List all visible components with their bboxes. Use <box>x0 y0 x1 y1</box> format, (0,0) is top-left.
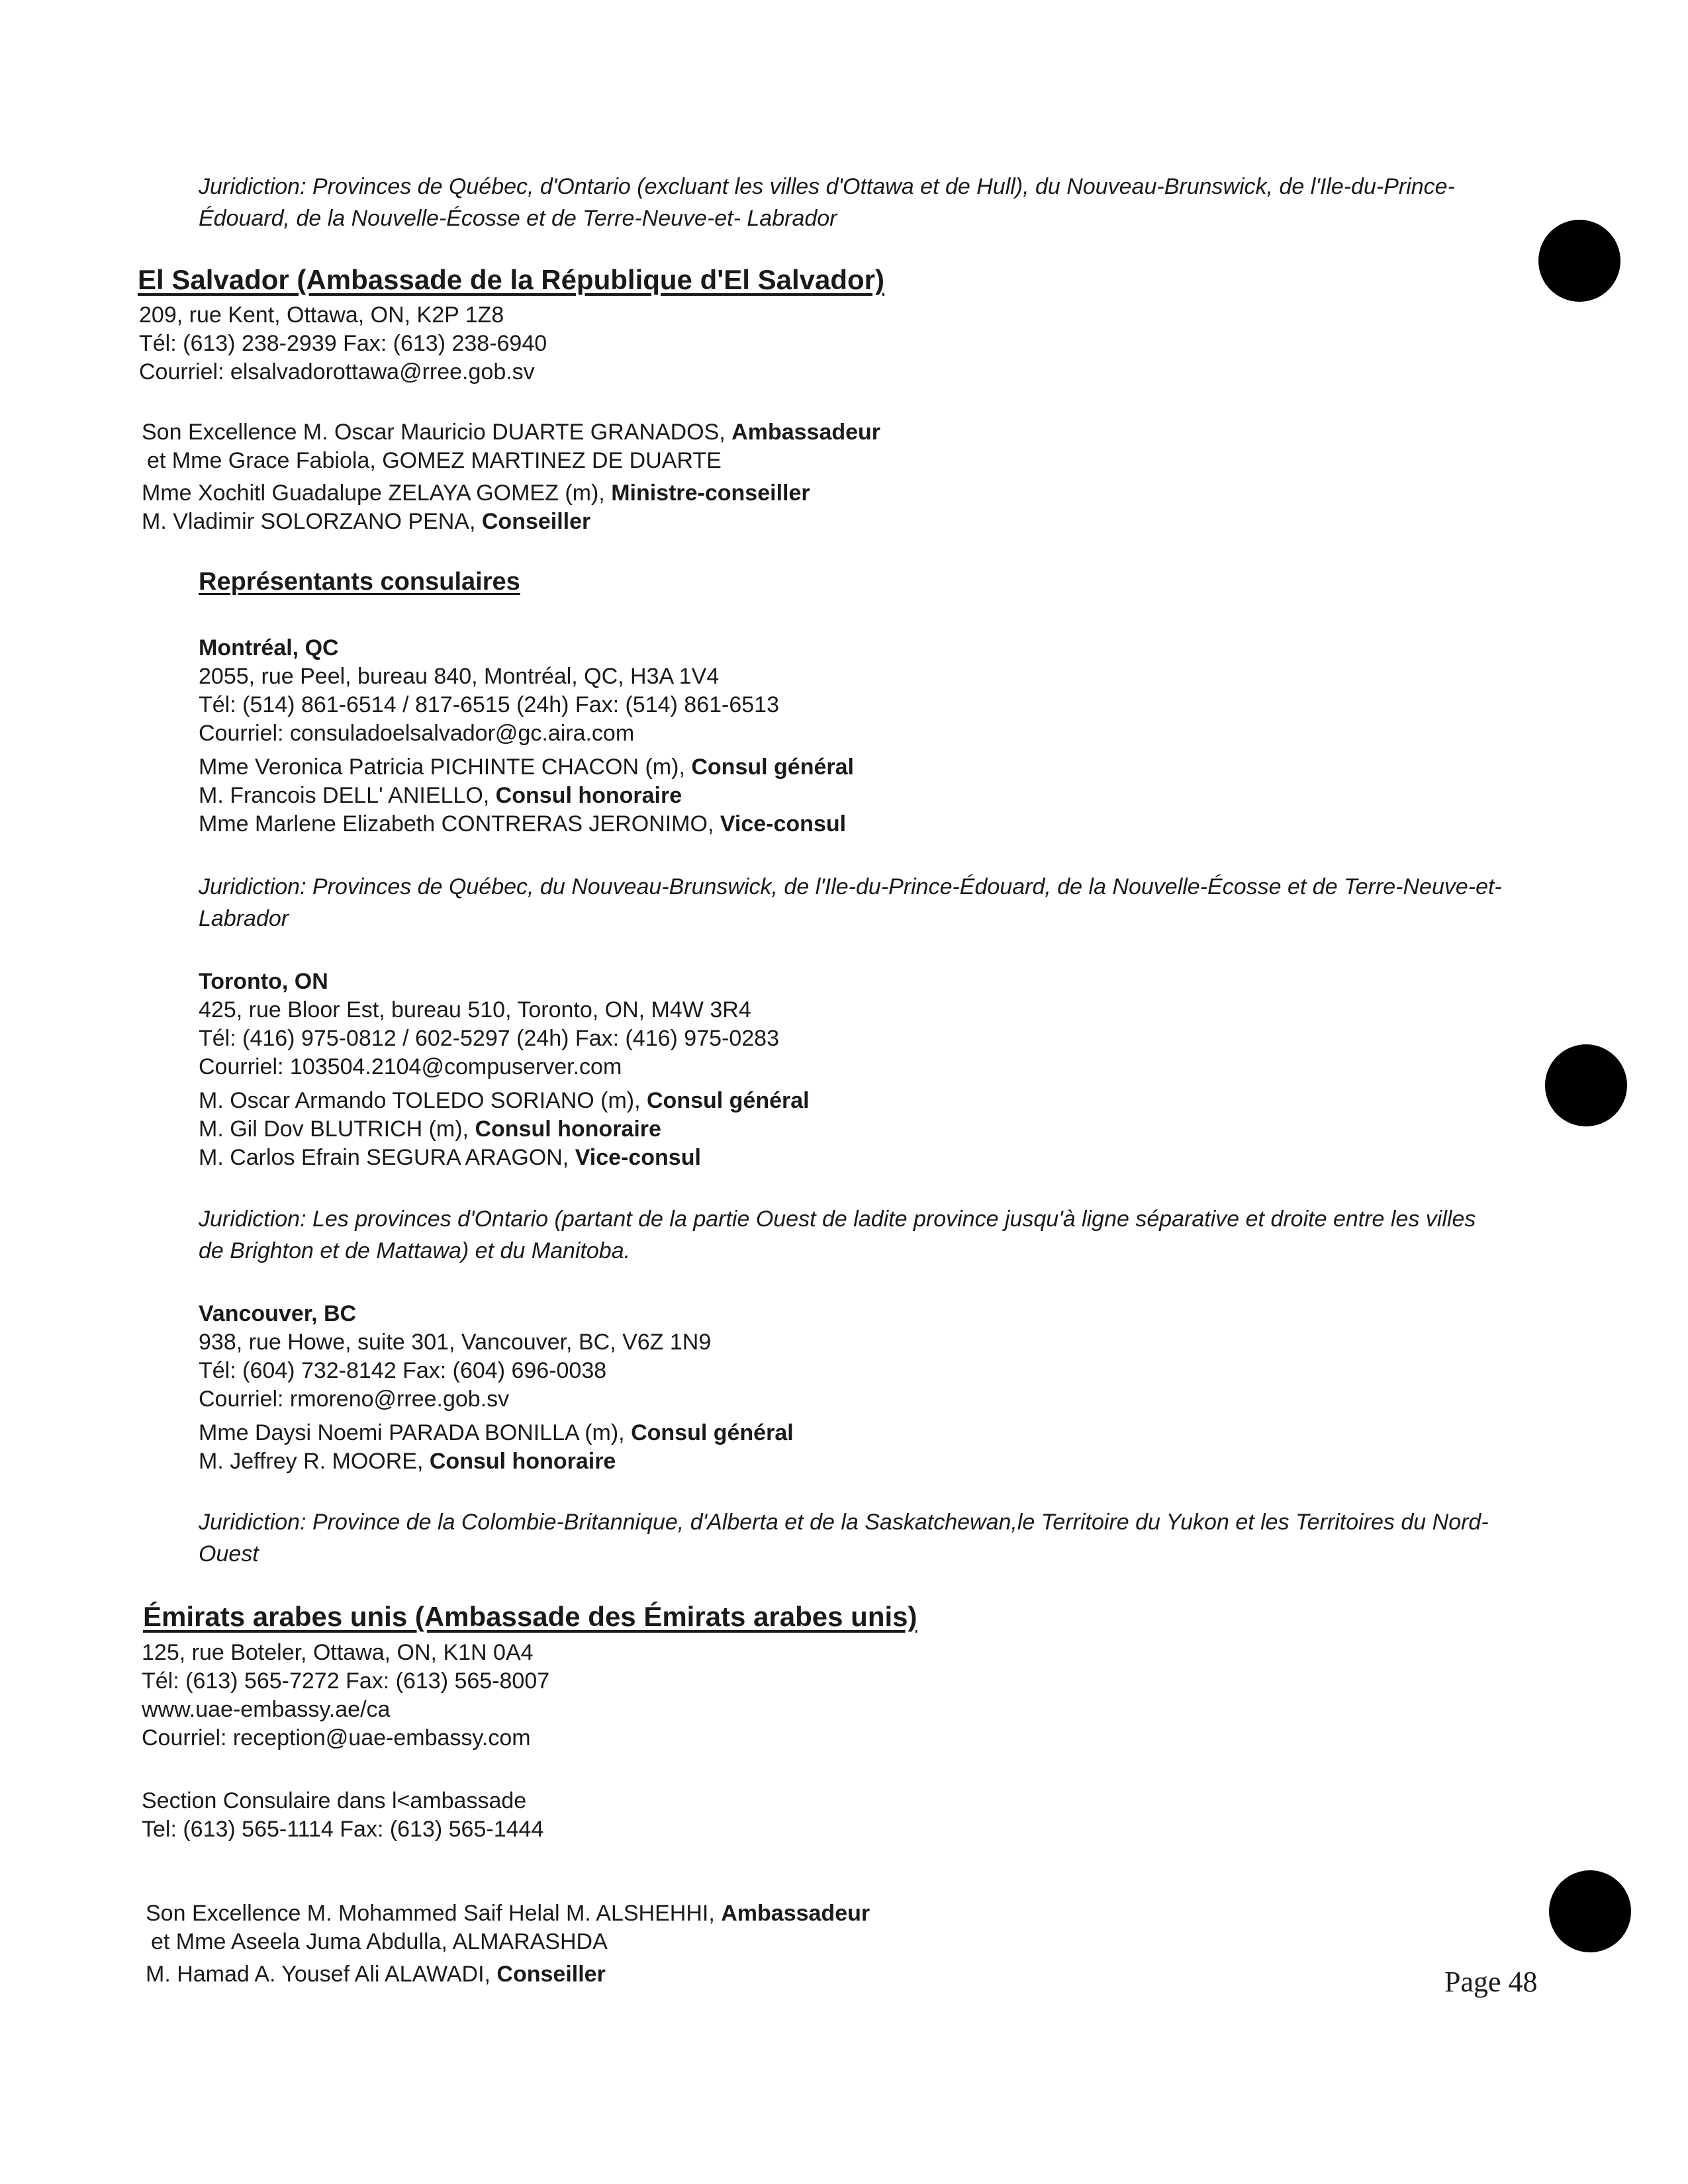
address: 125, rue Boteler, Ottawa, ON, K1N 0A4 <box>142 1640 534 1665</box>
city-name: Montréal, QC <box>199 635 339 660</box>
staff-member: M. Vladimir SOLORZANO PENA, Conseiller <box>142 509 591 534</box>
city-name: Vancouver, BC <box>199 1301 357 1326</box>
consulate-montreal <box>199 634 854 839</box>
email: Courriel: rmoreno@rree.gob.sv <box>199 1387 510 1412</box>
jurisdiction-note: Juridiction: Les provinces d'Ontario (partant de la partie Ouest de ladite province jusqu'à ligne séparative et droite entre les villes de Brighton et de Mattawa) et du Manitoba. <box>199 1206 1476 1263</box>
embassy-contact-el-salvador <box>139 301 547 387</box>
phone-fax: Tél: (514) 861-6514 / 817-6515 (24h) Fax: (514) 861-6513 <box>199 692 779 717</box>
staff-member: M. Carlos Efrain SEGURA ARAGON, Vice-consul <box>199 1145 701 1170</box>
staff-member: M. Hamad A. Yousef Ali ALAWADI, Conseiller <box>146 1962 606 1987</box>
staff-member: et Mme Grace Fabiola, GOMEZ MARTINEZ DE DUARTE <box>147 448 722 473</box>
staff-member: Mme Marlene Elizabeth CONTRERAS JERONIMO, Vice-consul <box>199 811 847 837</box>
section-heading-uae: Émirats arabes unis (Ambassade des Émirats arabes unis) <box>143 1601 917 1632</box>
address: 938, rue Howe, suite 301, Vancouver, BC, V6Z 1N9 <box>199 1330 712 1355</box>
address: 209, rue Kent, Ottawa, ON, K2P 1Z8 <box>139 302 504 328</box>
email: Courriel: elsalvadorottawa@rree.gob.sv <box>139 359 535 385</box>
phone-fax: Tél: (613) 565-7272 Fax: (613) 565-8007 <box>142 1668 550 1694</box>
consulate-toronto <box>199 968 810 1172</box>
phone-fax: Tél: (416) 975-0812 / 602-5297 (24h) Fax: (416) 975-0283 <box>199 1026 779 1051</box>
address: 425, rue Bloor Est, bureau 510, Toronto, ON, M4W 3R4 <box>199 997 751 1023</box>
phone-fax: Tél: (604) 732-8142 Fax: (604) 696-0038 <box>199 1358 607 1383</box>
page-number: Page 48 <box>1444 1966 1538 1998</box>
city-name: Toronto, ON <box>199 969 328 994</box>
consular-heading: Représentants consulaires <box>199 568 520 596</box>
staff-member: Son Excellence M. Oscar Mauricio DUARTE GRANADOS, Ambassadeur <box>142 420 881 445</box>
staff-member: Son Excellence M. Mohammed Saif Helal M. ALSHEHHI, Ambassadeur <box>146 1901 870 1926</box>
jurisdiction-note: Juridiction: Province de la Colombie-Britannique, d'Alberta et de la Saskatchewan,le Territoire du Yukon et les Territoires du Nord-Ouest <box>199 1510 1489 1567</box>
staff-member: Mme Veronica Patricia PICHINTE CHACON (m), Consul général <box>199 754 854 780</box>
punch-hole-icon <box>1549 1870 1631 1952</box>
staff-list-el-salvador <box>142 418 880 536</box>
email: Courriel: 103504.2104@compuserver.com <box>199 1054 622 1079</box>
consulate-vancouver <box>199 1300 794 1476</box>
address: 2055, rue Peel, bureau 840, Montréal, QC, H3A 1V4 <box>199 664 720 689</box>
phone-fax: Tél: (613) 238-2939 Fax: (613) 238-6940 <box>139 331 547 356</box>
staff-member: et Mme Aseela Juma Abdulla, ALMARASHDA <box>151 1929 608 1954</box>
staff-member: M. Gil Dov BLUTRICH (m), Consul honoraire <box>199 1116 661 1142</box>
email: Courriel: consuladoelsalvador@gc.aira.com <box>199 721 635 746</box>
staff-member: M. Oscar Armando TOLEDO SORIANO (m), Consul général <box>199 1088 810 1113</box>
consular-section-uae <box>142 1787 543 1844</box>
website: www.uae-embassy.ae/ca <box>142 1697 391 1722</box>
staff-member: Mme Xochitl Guadalupe ZELAYA GOMEZ (m), Ministre-conseiller <box>142 480 810 506</box>
jurisdiction-note: Juridiction: Provinces de Québec, du Nouveau-Brunswick, de l'Ile-du-Prince-Édouard, de la Nouvelle-Écosse et de Terre-Neuve-et- Labrador <box>199 874 1502 931</box>
staff-member: Mme Daysi Noemi PARADA BONILLA (m), Consul général <box>199 1420 794 1445</box>
phone-fax: Tel: (613) 565-1114 Fax: (613) 565-1444 <box>142 1817 544 1842</box>
email: Courriel: reception@uae-embassy.com <box>142 1725 531 1751</box>
embassy-contact-uae <box>142 1639 549 1752</box>
staff-member: M. Jeffrey R. MOORE, Consul honoraire <box>199 1449 616 1474</box>
staff-list-uae <box>146 1899 870 1989</box>
staff-member: M. Francois DELL' ANIELLO, Consul honoraire <box>199 783 682 808</box>
consular-section-label: Section Consulaire dans l<ambassade <box>142 1788 527 1813</box>
section-heading-el-salvador: El Salvador (Ambassade de la République d'El Salvador) <box>138 264 884 295</box>
punch-hole-icon <box>1538 220 1620 302</box>
punch-hole-icon <box>1545 1044 1627 1126</box>
jurisdiction-note: Juridiction: Provinces de Québec, d'Ontario (excluant les villes d'Ottawa et de Hull), du Nouveau-Brunswick, de l'Ile-du-Prince-Édouard, de la Nouvelle-Écosse et de Terre-Neuve-et- Labrador <box>199 174 1455 231</box>
